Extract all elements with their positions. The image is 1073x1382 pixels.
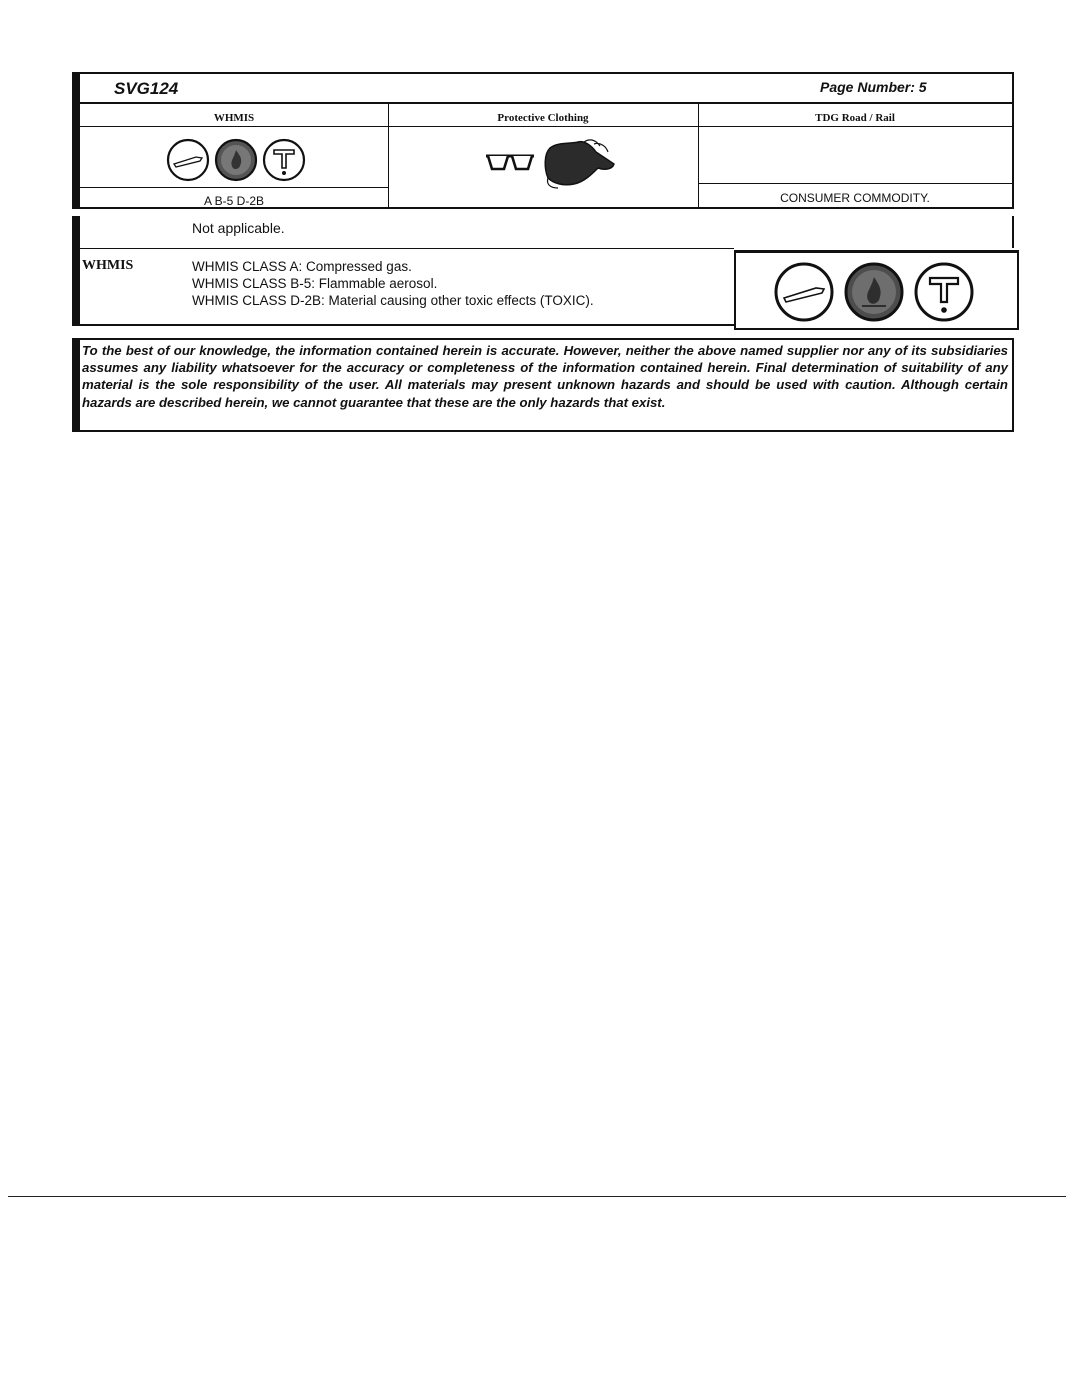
header-divider	[80, 126, 1012, 127]
safety-glasses-icon	[486, 156, 534, 169]
protective-icon-group	[484, 138, 618, 190]
column-header-tdg: TDG Road / Rail	[815, 112, 895, 124]
tdg-cell-divider	[698, 183, 1012, 184]
whmis-class-line: WHMIS CLASS A: Compressed gas.	[192, 259, 412, 274]
whmis-class-line: WHMIS CLASS B-5: Flammable aerosol.	[192, 276, 438, 291]
tdg-value: CONSUMER COMMODITY.	[780, 191, 930, 205]
flammable-icon	[846, 264, 902, 320]
whmis-label: WHMIS	[82, 258, 134, 273]
whmis-symbol-box	[734, 250, 1019, 330]
whmis-large-icon-group	[772, 260, 982, 324]
gloves-icon	[545, 140, 614, 188]
column-header-whmis: WHMIS	[213, 112, 255, 124]
whmis-class-list	[192, 258, 594, 309]
whmis-icon-group	[166, 137, 306, 183]
not-applicable-text: Not applicable.	[192, 220, 285, 236]
toxic-t-icon	[264, 140, 304, 180]
document-header	[72, 72, 1014, 104]
disclaimer-text: To the best of our knowledge, the information contained herein is accurate. However, neither the above named supplier nor any of its subsidiaries assumes any liability whatsoever for the accuracy or completeness of the information contained herein. Final determination of suitability of any material is the sole responsibility of the user. All materials may present unknown hazards and should be used with caution. Although certain hazards are described herein, we cannot guarantee that these are the only hazards that exist.	[82, 343, 1008, 410]
document-id: SVG124	[114, 79, 179, 98]
whmis-class-line: WHMIS CLASS D-2B: Material causing other toxic effects (TOXIC).	[192, 293, 594, 308]
column-header-protective-clothing: Protective Clothing	[497, 112, 589, 124]
flammable-icon	[216, 140, 256, 180]
classification-table	[72, 104, 1014, 209]
not-applicable-row	[72, 216, 1014, 248]
toxic-t-icon	[916, 264, 972, 320]
compressed-gas-icon	[168, 140, 208, 180]
whmis-section	[72, 248, 734, 326]
compressed-gas-icon	[776, 264, 832, 320]
whmis-cell-divider	[80, 187, 388, 188]
symbol-box-top-rule	[734, 250, 1019, 253]
bottom-rule	[8, 1196, 1066, 1197]
whmis-classes-text: A B-5 D-2B	[203, 194, 265, 208]
page-number: Page Number: 5	[820, 79, 927, 95]
disclaimer-box	[72, 338, 1014, 432]
